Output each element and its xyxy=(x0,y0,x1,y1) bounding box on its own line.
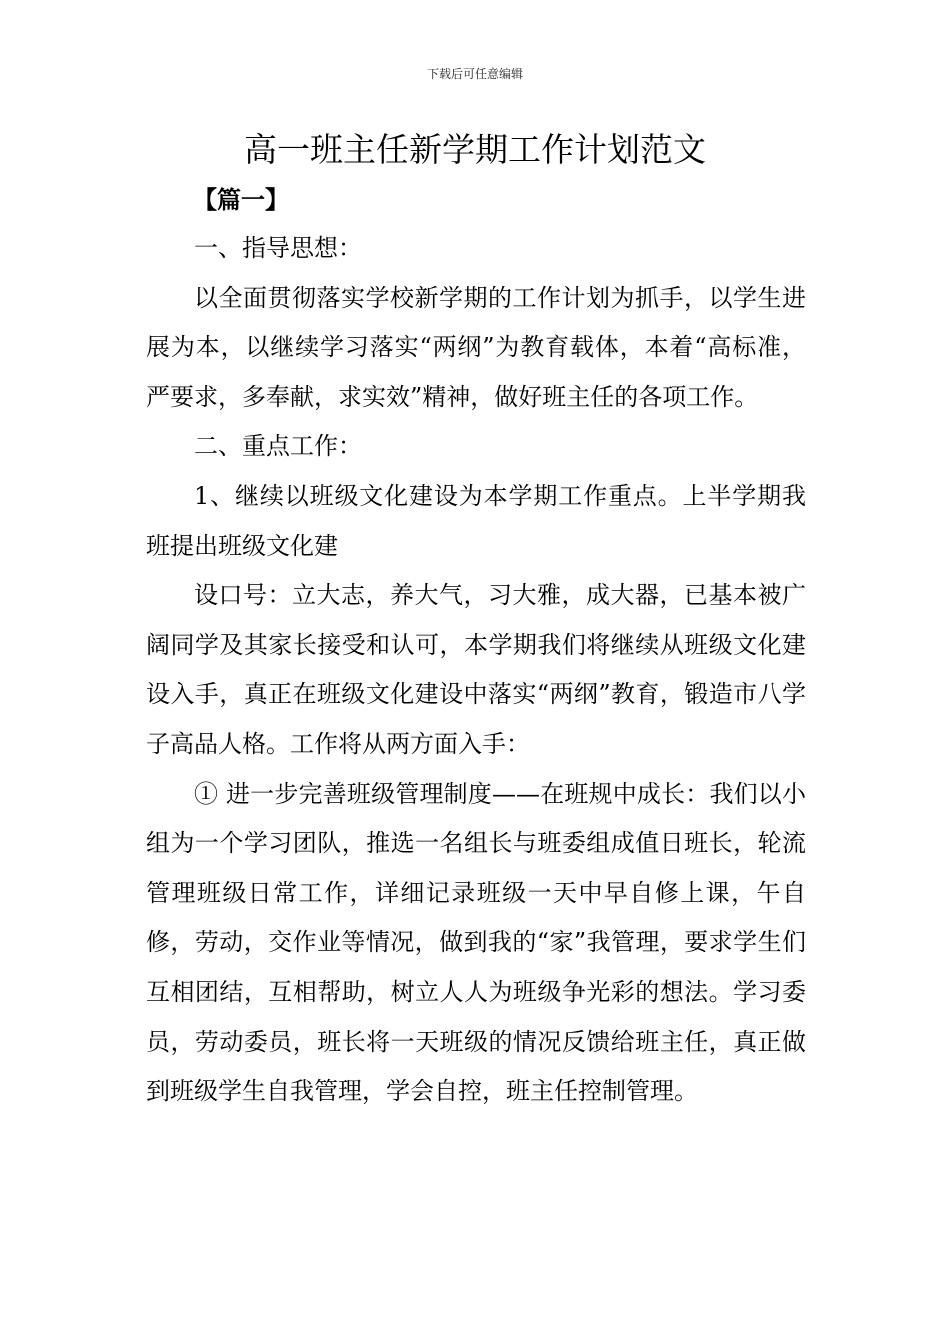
document-body xyxy=(146,224,806,1117)
heading-key-work: 二、重点工作： xyxy=(194,432,362,461)
paragraph-management-system: ① 进一步完善班级管理制度——在班规中成长：我们以小组为一个学习团队，推选一名组长与班委组成值日班长，轮流管理班级日常工作，详细记录班级一天中早自修上课，午自修，劳动，交作业等情况，做到我的“家”我管理，要求学生们互相团结，互相帮助，树立人人为班级争光彩的想法。学习委员，劳动委员，班长将一天班级的情况反馈给班主任，真正做到班级学生自我管理，学会自控，班主任控制管理。 xyxy=(146,779,806,1106)
paragraph-key-work-1: 1、继续以班级文化建设为本学期工作重点。上半学期我班提出班级文化建 xyxy=(146,481,806,560)
section-label: 【篇一】 xyxy=(193,185,289,214)
document-title: 高一班主任新学期工作计划范文 xyxy=(244,130,706,169)
heading-guiding-thought: 一、指导思想： xyxy=(194,234,362,262)
paragraph-guiding-thought: 以全面贯彻落实学校新学期的工作计划为抓手，以学生进展为本，以继续学习落实“两纲”为教育载体，本着“高标准，严要求，多奉献，求实效”精神，做好班主任的各项工作。 xyxy=(146,283,806,411)
header-note: 下载后可任意编辑 xyxy=(426,67,523,81)
paragraph-class-slogan: 设口号：立大志，养大气，习大雅，成大器，已基本被广阔同学及其家长接受和认可，本学期我们将继续从班级文化建设入手，真正在班级文化建设中落实“两纲”教育，锻造市八学子高品人格。工作将从两方面入手： xyxy=(146,581,806,758)
